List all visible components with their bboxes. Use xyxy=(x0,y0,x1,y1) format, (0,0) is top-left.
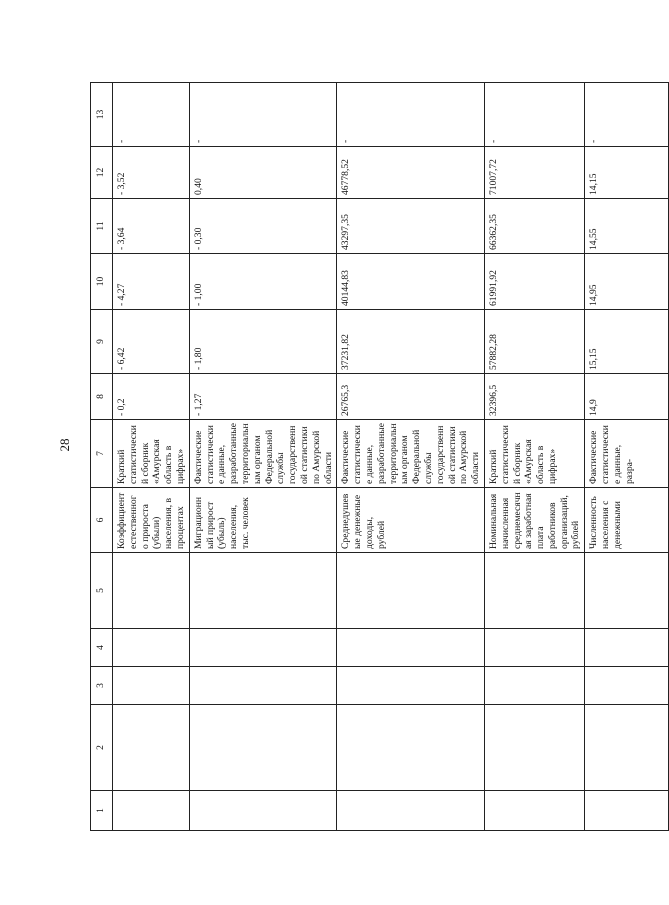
table-row xyxy=(484,83,584,831)
value-cell: - 1,27 xyxy=(189,374,337,420)
indicator-cell: Численность населения с денежными xyxy=(585,488,669,553)
column-number: 10 xyxy=(91,254,113,310)
indicators-table xyxy=(90,82,669,831)
value-cell: - xyxy=(337,83,485,147)
indicator-cell: Коэффициент естественного прироста (убыли) населения, в процентах xyxy=(113,488,190,553)
cell-empty xyxy=(484,553,584,629)
value-cell: 14,15 xyxy=(585,147,669,199)
column-number: 9 xyxy=(91,310,113,374)
cell-empty xyxy=(585,705,669,791)
source-cell: Фактические статистические данные, разработанные территориальным органом Федеральной службы государственной статистики по Амурской области xyxy=(337,420,485,488)
value-cell: - xyxy=(113,83,190,147)
cell-empty xyxy=(585,553,669,629)
column-number: 3 xyxy=(91,667,113,705)
value-cell: - 1,00 xyxy=(189,254,337,310)
cell-empty xyxy=(585,629,669,667)
value-cell: - 3,52 xyxy=(113,147,190,199)
cell-empty xyxy=(337,791,485,831)
source-cell: Фактические статистические данные, разработанные территориальным органом Федеральной службы государственной статистики по Амурской области xyxy=(189,420,337,488)
column-number: 13 xyxy=(91,83,113,147)
value-cell: 26765,3 xyxy=(337,374,485,420)
column-number: 5 xyxy=(91,553,113,629)
cell-empty xyxy=(484,667,584,705)
cell-empty xyxy=(337,553,485,629)
cell-empty xyxy=(113,553,190,629)
cell-empty xyxy=(337,667,485,705)
value-cell: - 4,27 xyxy=(113,254,190,310)
cell-empty xyxy=(113,791,190,831)
value-cell: 0,40 xyxy=(189,147,337,199)
cell-empty xyxy=(189,791,337,831)
rotated-table-wrapper xyxy=(90,83,635,831)
value-cell: - xyxy=(484,83,584,147)
cell-empty xyxy=(585,667,669,705)
column-number: 4 xyxy=(91,629,113,667)
column-number: 12 xyxy=(91,147,113,199)
cell-empty xyxy=(337,705,485,791)
table-row xyxy=(585,83,669,831)
column-number: 2 xyxy=(91,705,113,791)
value-cell: 15,15 xyxy=(585,310,669,374)
table-row xyxy=(337,83,485,831)
source-cell: Фактические статистические данные, разра- xyxy=(585,420,669,488)
indicator-cell: Среднедушевые денежные доходы, рублей xyxy=(337,488,485,553)
cell-empty xyxy=(484,629,584,667)
value-cell: 46778,52 xyxy=(337,147,485,199)
indicator-cell: Номинальная начисленная среднемесячная заработная плата работников организаций, рублей xyxy=(484,488,584,553)
cell-empty xyxy=(189,667,337,705)
value-cell: 14,95 xyxy=(585,254,669,310)
value-cell: 14,55 xyxy=(585,199,669,254)
value-cell: 14,9 xyxy=(585,374,669,420)
cell-empty xyxy=(484,791,584,831)
value-cell: - 6,42 xyxy=(113,310,190,374)
value-cell: 37231,82 xyxy=(337,310,485,374)
indicator-cell: Миграционный прирост (убыль) населения, тыс. человек xyxy=(189,488,337,553)
value-cell: - 1,80 xyxy=(189,310,337,374)
value-cell: 43297,35 xyxy=(337,199,485,254)
cell-empty xyxy=(585,791,669,831)
column-number-row xyxy=(91,83,113,831)
column-number: 1 xyxy=(91,791,113,831)
cell-empty xyxy=(189,629,337,667)
value-cell: - 0,30 xyxy=(189,199,337,254)
rotated-table-frame xyxy=(90,83,635,831)
table-row xyxy=(189,83,337,831)
source-cell: Краткий статистический сборник «Амурская область в цифрах» xyxy=(113,420,190,488)
source-cell: Краткий статистический сборник «Амурская область в цифрах» xyxy=(484,420,584,488)
page-number: 28 xyxy=(57,438,72,452)
cell-empty xyxy=(189,705,337,791)
value-cell: 32396,5 xyxy=(484,374,584,420)
cell-empty xyxy=(484,705,584,791)
value-cell: 57882,28 xyxy=(484,310,584,374)
value-cell: - 0,2 xyxy=(113,374,190,420)
table-row xyxy=(113,83,190,831)
column-number: 11 xyxy=(91,199,113,254)
value-cell: 40144,83 xyxy=(337,254,485,310)
column-number: 7 xyxy=(91,420,113,488)
column-number: 8 xyxy=(91,374,113,420)
cell-empty xyxy=(189,553,337,629)
value-cell: - xyxy=(585,83,669,147)
column-number: 6 xyxy=(91,488,113,553)
cell-empty xyxy=(113,629,190,667)
value-cell: 61991,92 xyxy=(484,254,584,310)
cell-empty xyxy=(113,705,190,791)
value-cell: - 3,64 xyxy=(113,199,190,254)
value-cell: - xyxy=(189,83,337,147)
cell-empty xyxy=(113,667,190,705)
value-cell: 66362,35 xyxy=(484,199,584,254)
value-cell: 71007,72 xyxy=(484,147,584,199)
cell-empty xyxy=(337,629,485,667)
